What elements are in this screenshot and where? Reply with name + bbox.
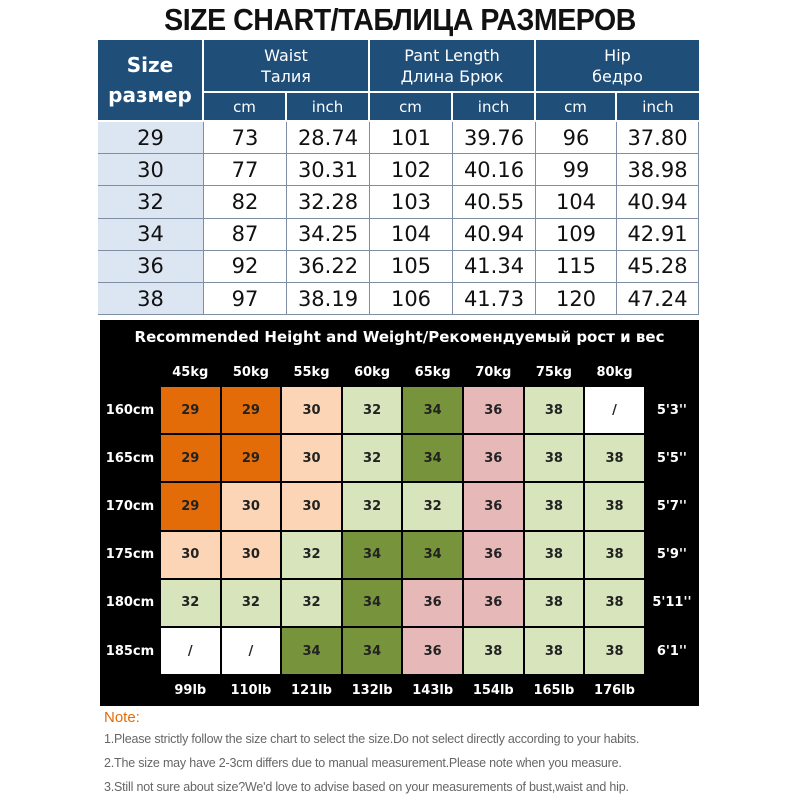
height-cm-label: 180cm: [105, 595, 155, 611]
measurement-cell: 97: [204, 283, 287, 315]
pant-length-header-ru: Длина Брюк: [400, 66, 504, 86]
size-recommendation-cell: /: [584, 386, 645, 434]
size-header-ru: размер: [108, 83, 192, 107]
size-recommendation-cell: 36: [463, 434, 524, 482]
size-table: [98, 40, 699, 315]
measurement-cell: 102: [370, 154, 453, 186]
hip-header-ru: бедро: [592, 66, 643, 86]
measurement-cell: 103: [370, 186, 453, 218]
size-recommendation-cell: 29: [160, 482, 221, 530]
size-recommendation-cell: /: [221, 627, 282, 675]
weight-kg-header: 45kg: [172, 364, 209, 380]
height-cm-label: 160cm: [105, 402, 155, 418]
size-recommendation-cell: 36: [463, 386, 524, 434]
size-recommendation-cell: 36: [463, 531, 524, 579]
size-recommendation-cell: 36: [463, 482, 524, 530]
weight-kg-header: 50kg: [232, 364, 269, 380]
waist-inch-header: inch: [287, 93, 370, 122]
waist-header: [204, 40, 370, 93]
size-recommendation-cell: 32: [221, 579, 282, 627]
size-cell: 38: [98, 283, 204, 315]
measurement-cell: 42.91: [617, 219, 699, 251]
measurement-cell: 120: [536, 283, 617, 315]
height-ft-label: 5'9'': [656, 547, 687, 563]
weight-kg-header: 70kg: [475, 364, 512, 380]
size-recommendation-cell: 38: [463, 627, 524, 675]
note-title: Note:: [104, 709, 140, 726]
size-recommendation-cell: 34: [402, 531, 463, 579]
measurement-cell: 104: [370, 219, 453, 251]
waist-header-ru: Талия: [261, 66, 311, 86]
measurement-cell: 45.28: [617, 251, 699, 283]
weight-lb-label: 154lb: [472, 683, 514, 699]
weight-kg-header: 60kg: [354, 364, 391, 380]
hip-header-en: Hip: [604, 45, 631, 65]
measurement-cell: 41.73: [453, 283, 536, 315]
size-recommendation-cell: 38: [584, 434, 645, 482]
measurement-cell: 109: [536, 219, 617, 251]
size-recommendation-cell: 34: [342, 579, 403, 627]
hip-cm-header: cm: [536, 93, 617, 122]
size-cell: 36: [98, 251, 204, 283]
weight-lb-label: 143lb: [412, 683, 454, 699]
size-recommendation-cell: 32: [342, 386, 403, 434]
size-recommendation-cell: 38: [524, 627, 585, 675]
height-cm-label: 185cm: [105, 643, 155, 659]
measurement-cell: 40.55: [453, 186, 536, 218]
height-ft-label: 5'7'': [656, 498, 687, 514]
size-recommendation-cell: 38: [524, 434, 585, 482]
weight-lb-label: 110lb: [230, 683, 272, 699]
page-title: SIZE CHART/ТАБЛИЦА РАЗМЕРОВ: [164, 2, 636, 37]
measurement-cell: 28.74: [287, 122, 370, 154]
weight-lb-label: 99lb: [174, 683, 207, 699]
size-cell: 30: [98, 154, 204, 186]
size-recommendation-cell: 29: [221, 386, 282, 434]
pant-length-header-en: Pant Length: [404, 45, 500, 65]
measurement-cell: 87: [204, 219, 287, 251]
size-recommendation-cell: 30: [281, 434, 342, 482]
pant-length-header: [370, 40, 536, 93]
size-cell: 32: [98, 186, 204, 218]
measurement-cell: 37.80: [617, 122, 699, 154]
measurement-cell: 101: [370, 122, 453, 154]
size-recommendation-cell: 30: [221, 531, 282, 579]
size-recommendation-cell: 36: [402, 579, 463, 627]
height-ft-label: 6'1'': [656, 643, 687, 659]
size-header-en: Size: [126, 53, 174, 77]
size-recommendation-cell: 34: [402, 386, 463, 434]
size-recommendation-cell: 32: [281, 531, 342, 579]
size-recommendation-cell: /: [160, 627, 221, 675]
size-recommendation-cell: 30: [160, 531, 221, 579]
weight-lb-label: 132lb: [351, 683, 393, 699]
size-recommendation-cell: 32: [342, 434, 403, 482]
note-item-1: 1.Please strictly follow the size chart to select the size.Do not select directly according to your habits.: [104, 732, 640, 746]
size-recommendation-cell: 38: [584, 531, 645, 579]
measurement-cell: 40.16: [453, 154, 536, 186]
measurement-cell: 106: [370, 283, 453, 315]
height-ft-label: 5'11'': [652, 595, 692, 611]
measurement-cell: 30.31: [287, 154, 370, 186]
height-ft-label: 5'5'': [656, 450, 687, 466]
height-ft-label: 5'3'': [656, 402, 687, 418]
pant-inch-header: inch: [453, 93, 536, 122]
measurement-cell: 115: [536, 251, 617, 283]
weight-kg-header: 80kg: [596, 364, 633, 380]
size-recommendation-cell: 38: [584, 627, 645, 675]
size-recommendation-cell: 38: [524, 482, 585, 530]
measurement-cell: 92: [204, 251, 287, 283]
measurement-cell: 40.94: [453, 219, 536, 251]
size-cell: 34: [98, 219, 204, 251]
weight-kg-header: 75kg: [535, 364, 572, 380]
note-item-2: 2.The size may have 2-3cm differs due to manual measurement.Please note when you measure.: [104, 756, 622, 770]
size-recommendation-cell: 38: [524, 386, 585, 434]
measurement-cell: 39.76: [453, 122, 536, 154]
measurement-cell: 99: [536, 154, 617, 186]
height-cm-label: 170cm: [105, 498, 155, 514]
size-recommendation-cell: 30: [221, 482, 282, 530]
size-recommendation-cell: 38: [584, 482, 645, 530]
pant-cm-header: cm: [370, 93, 453, 122]
size-recommendation-cell: 29: [160, 386, 221, 434]
measurement-cell: 96: [536, 122, 617, 154]
weight-kg-header: 55kg: [293, 364, 330, 380]
size-recommendation-cell: 36: [463, 579, 524, 627]
measurement-cell: 41.34: [453, 251, 536, 283]
size-recommendation-cell: 34: [402, 434, 463, 482]
measurement-cell: 77: [204, 154, 287, 186]
note-item-3: 3.Still not sure about size?We'd love to advise based on your measurements of bust,waist and hip.: [104, 780, 629, 794]
size-recommendation-cell: 34: [281, 627, 342, 675]
measurement-cell: 34.25: [287, 219, 370, 251]
size-recommendation-cell: 29: [160, 434, 221, 482]
measurement-cell: 104: [536, 186, 617, 218]
waist-cm-header: cm: [204, 93, 287, 122]
weight-lb-label: 121lb: [291, 683, 332, 699]
size-recommendation-cell: 32: [402, 482, 463, 530]
hip-header: [536, 40, 699, 93]
recommendation-title: Recommended Height and Weight/Рекомендуемый рост и вес: [134, 328, 665, 346]
size-recommendation-cell: 32: [342, 482, 403, 530]
size-recommendation-cell: 38: [524, 579, 585, 627]
recommendation-grid: [100, 320, 699, 706]
size-recommendation-cell: 36: [402, 627, 463, 675]
size-recommendation-cell: 30: [281, 386, 342, 434]
measurement-cell: 36.22: [287, 251, 370, 283]
height-cm-label: 175cm: [105, 547, 155, 563]
measurement-cell: 47.24: [617, 283, 699, 315]
height-cm-label: 165cm: [105, 450, 155, 466]
measurement-cell: 73: [204, 122, 287, 154]
size-recommendation-cell: 32: [281, 579, 342, 627]
size-recommendation-cell: 38: [524, 531, 585, 579]
weight-kg-header: 65kg: [414, 364, 451, 380]
size-recommendation-cell: 30: [281, 482, 342, 530]
measurement-cell: 32.28: [287, 186, 370, 218]
size-column-header: [98, 40, 204, 122]
measurement-cell: 105: [370, 251, 453, 283]
size-recommendation-cell: 38: [584, 579, 645, 627]
measurement-cell: 40.94: [617, 186, 699, 218]
size-recommendation-cell: 34: [342, 627, 403, 675]
size-recommendation-cell: 34: [342, 531, 403, 579]
measurement-cell: 38.98: [617, 154, 699, 186]
size-recommendation-cell: 32: [160, 579, 221, 627]
weight-lb-label: 165lb: [533, 683, 575, 699]
measurement-cell: 38.19: [287, 283, 370, 315]
hip-inch-header: inch: [617, 93, 699, 122]
size-cell: 29: [98, 122, 204, 154]
size-recommendation-cell: 29: [221, 434, 282, 482]
weight-lb-label: 176lb: [594, 683, 635, 699]
waist-header-en: Waist: [264, 45, 308, 65]
measurement-cell: 82: [204, 186, 287, 218]
